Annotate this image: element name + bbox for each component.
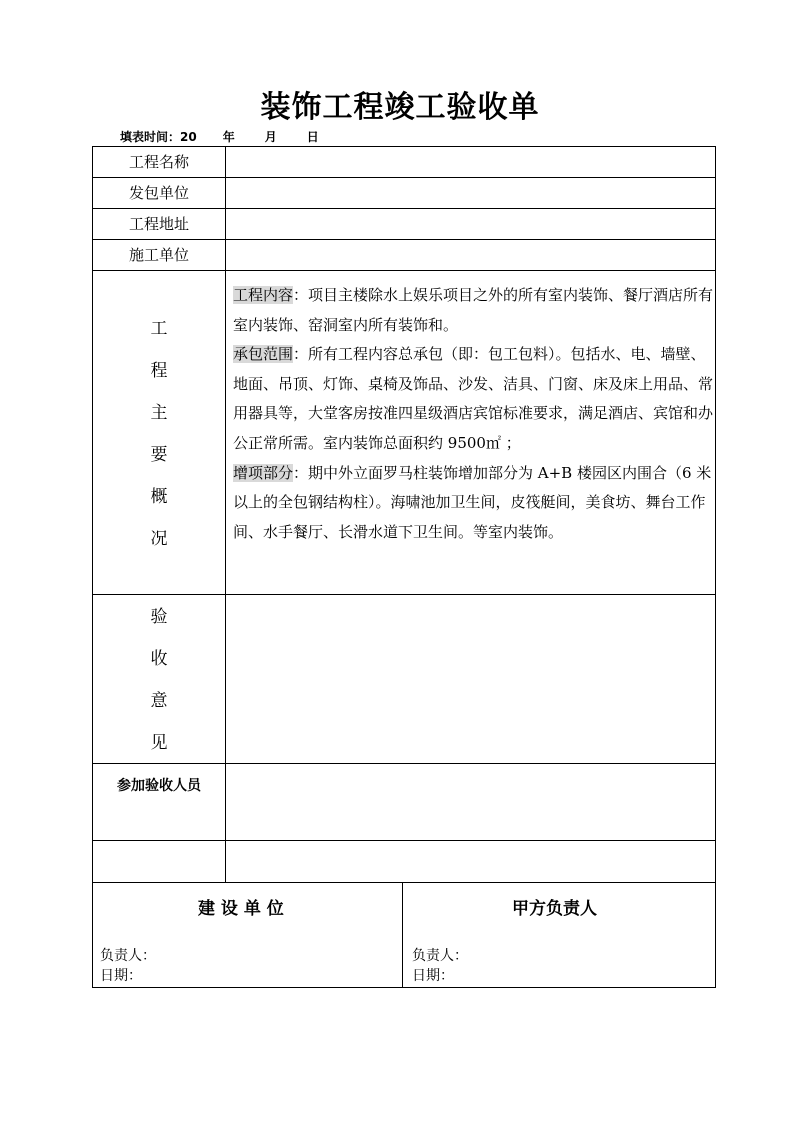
footer-right-date: 日期： [412,968,454,984]
overview-label [92,308,226,560]
acceptance-opinion-field[interactable] [226,595,715,763]
fill-time-day: 日 [306,130,319,144]
overview-paragraph [233,281,715,340]
label-participants: 参加验收人员 [117,778,201,794]
tag-project-content: 工程内容 [233,286,294,304]
acceptance-char: 意 [150,691,168,711]
column-divider [402,882,403,988]
label-project-name: 工程名称 [128,153,189,171]
overview-paragraph [233,340,715,458]
footer-right-title: 甲方负责人 [512,899,597,919]
fill-time-month: 月 [264,130,277,144]
page-title: 装饰工程竣工验收单 [260,90,540,125]
row-divider [92,840,716,841]
project-name-field[interactable] [226,147,715,177]
form-table [92,146,716,988]
contractor-field[interactable] [226,178,715,208]
text-additional-items: ：期中外立面罗马柱装饰增加部分为 A+B 楼园区内围合（6 米以上的全包钢结构柱）。海啸池加卫生间，皮筏艇间，美食坊、舞台工作间、水手餐厅、长滑水道下卫生间。等室内装饰。 [233,463,712,541]
text-contract-scope: ：所有工程内容总承包（即：包工包料）。包括水、电、墙壁、地面、吊顶、灯饰、桌椅及饰品、沙发、洁具、门窗、床及床上用品、常用器具等，大堂客房按准四星级酒店宾馆标准要求，满足酒店、宾馆和办公正常所需。室内装饰总面积约 9500㎡ ； [233,345,714,452]
footer-left-person: 负责人： [100,948,156,964]
label-address: 工程地址 [128,215,189,233]
overview-content [233,281,715,547]
label-contractor: 发包单位 [128,184,189,202]
acceptance-char: 验 [150,607,168,627]
row-divider [92,882,716,883]
tag-additional-items: 增项部分 [233,463,294,482]
overview-char: 主 [150,403,168,423]
fill-time-label: 填表时间：20 [120,130,197,144]
fill-time-year: 年 [222,130,235,144]
overview-paragraph [233,459,715,548]
acceptance-char: 见 [150,733,168,753]
tag-contract-scope: 承包范围 [233,345,294,364]
participants-field[interactable] [226,764,715,840]
overview-char: 概 [150,487,168,507]
acceptance-char: 收 [150,649,168,669]
footer-left-title: 建 设 单 位 [198,899,284,919]
label-construction-unit: 施工单位 [128,246,189,264]
overview-char: 程 [150,361,168,381]
fill-time [120,128,319,145]
overview-char: 况 [150,529,168,549]
overview-char: 要 [150,445,168,465]
construction-unit-field[interactable] [226,240,715,270]
row-divider [92,270,716,271]
acceptance-label [92,596,226,764]
text-project-content: ：项目主楼除水上娱乐项目之外的所有室内装饰、餐厅酒店所有室内装饰、窑洞室内所有装饰和。 [233,286,714,334]
address-field[interactable] [226,209,715,239]
overview-char: 工 [150,319,168,339]
footer-right-person: 负责人： [412,948,468,964]
footer-left-date: 日期： [100,968,142,984]
